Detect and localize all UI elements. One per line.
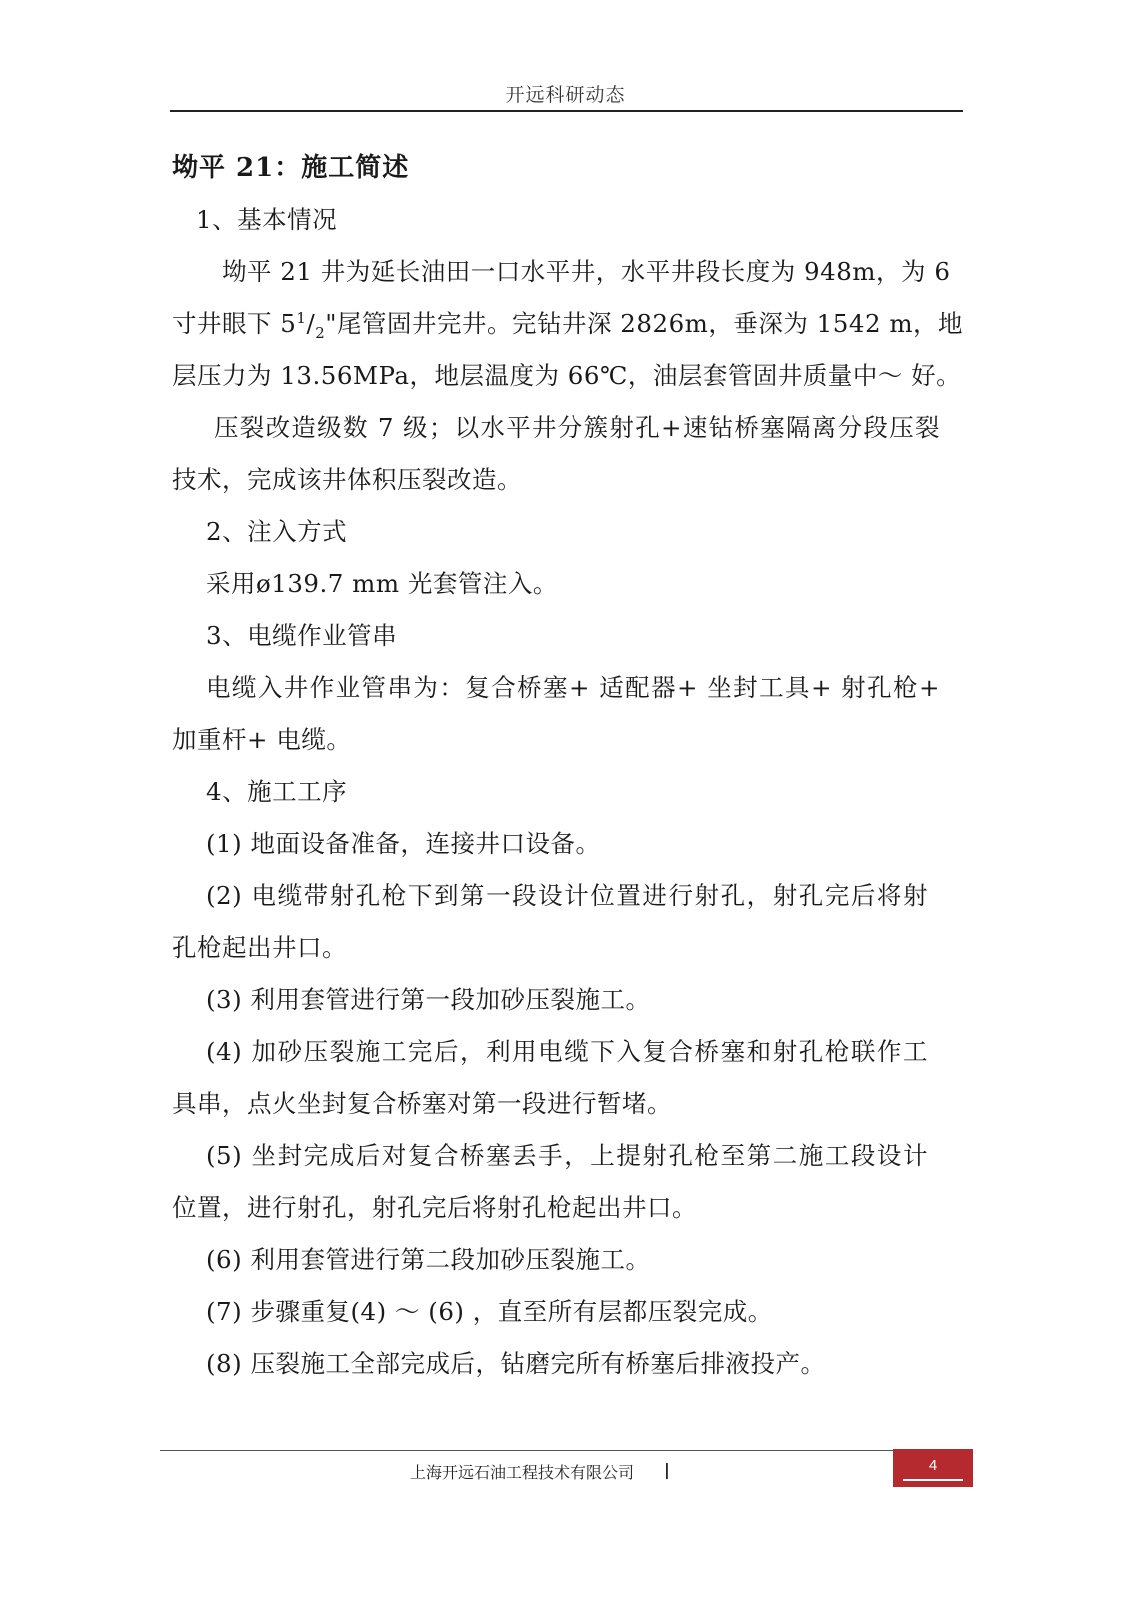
para-frac-line-1: 压裂改造级数 7 级；以水平井分簇射孔+速钻桥塞隔离分段压裂 [214,413,940,442]
footer-divider [160,1450,893,1451]
page-number-underline [903,1479,963,1481]
para-cable-line-2: 加重杆+ 电缆。 [172,725,352,754]
procedure-step-5-line-1: (5) 坐封完成后对复合桥塞丢手，上提射孔枪至第二施工段设计 [206,1141,928,1170]
procedure-step-8: (8) 压裂施工全部完成后，钻磨完所有桥塞后排液投产。 [206,1349,826,1378]
section-title: 坳平 21：施工简述 [172,153,410,183]
para-injection: 采用ø139.7 mm 光套管注入。 [206,569,558,598]
text-segment: 寸井眼下 5 [172,309,297,338]
page-number: 4 [928,1457,938,1474]
page-number-badge [893,1449,973,1487]
procedure-step-2-line-1: (2) 电缆带射孔枪下到第一段设计位置进行射孔，射孔完后将射 [206,881,928,910]
procedure-step-1: (1) 地面设备准备，连接井口设备。 [206,829,601,858]
procedure-step-6: (6) 利用套管进行第二段加砂压裂施工。 [206,1245,651,1274]
procedure-step-4-line-1: (4) 加砂压裂施工完后，利用电缆下入复合桥塞和射孔枪联作工 [206,1037,928,1066]
procedure-step-3: (3) 利用套管进行第一段加砂压裂施工。 [206,985,651,1014]
fraction-denominator: 2 [315,323,326,342]
heading-basic-info: 1、基本情况 [196,205,338,234]
para-cable-line-1: 电缆入井作业管串为：复合桥塞+ 适配器+ 坐封工具+ 射孔枪+ [206,673,940,702]
para-basic-line-2 [172,308,964,342]
procedure-step-4-line-2: 具串，点火坐封复合桥塞对第一段进行暂堵。 [172,1089,672,1118]
procedure-step-7: (7) 步骤重复(4) ～ (6) ，直至所有层都压裂完成。 [206,1297,773,1326]
footer-company: 上海开远石油工程技术有限公司 [410,1463,635,1482]
header-divider [170,110,963,112]
procedure-step-5-line-2: 位置，进行射孔，射孔完后将射孔枪起出井口。 [172,1193,697,1222]
para-basic-line-1: 坳平 21 井为延长油田一口水平井，水平井段长度为 948m，为 6 [222,257,951,286]
para-basic-line-3: 层压力为 13.56MPa，地层温度为 66℃，油层套管固井质量中～ 好。 [172,361,962,390]
heading-cable-string: 3、电缆作业管串 [206,621,398,650]
heading-procedure: 4、施工工序 [206,777,348,806]
text-segment: "尾管固井完井。完钻井深 2826m，垂深为 1542 m，地 [325,309,964,338]
page-header-title: 开远科研动态 [505,84,626,106]
fraction-numerator: 1 [296,308,307,327]
fraction-slash: / [306,309,316,338]
heading-injection: 2、注入方式 [206,517,348,546]
para-frac-line-2: 技术，完成该井体积压裂改造。 [172,465,522,494]
procedure-step-2-line-2: 孔枪起出井口。 [172,933,347,962]
footer-separator: | [664,1460,670,1479]
